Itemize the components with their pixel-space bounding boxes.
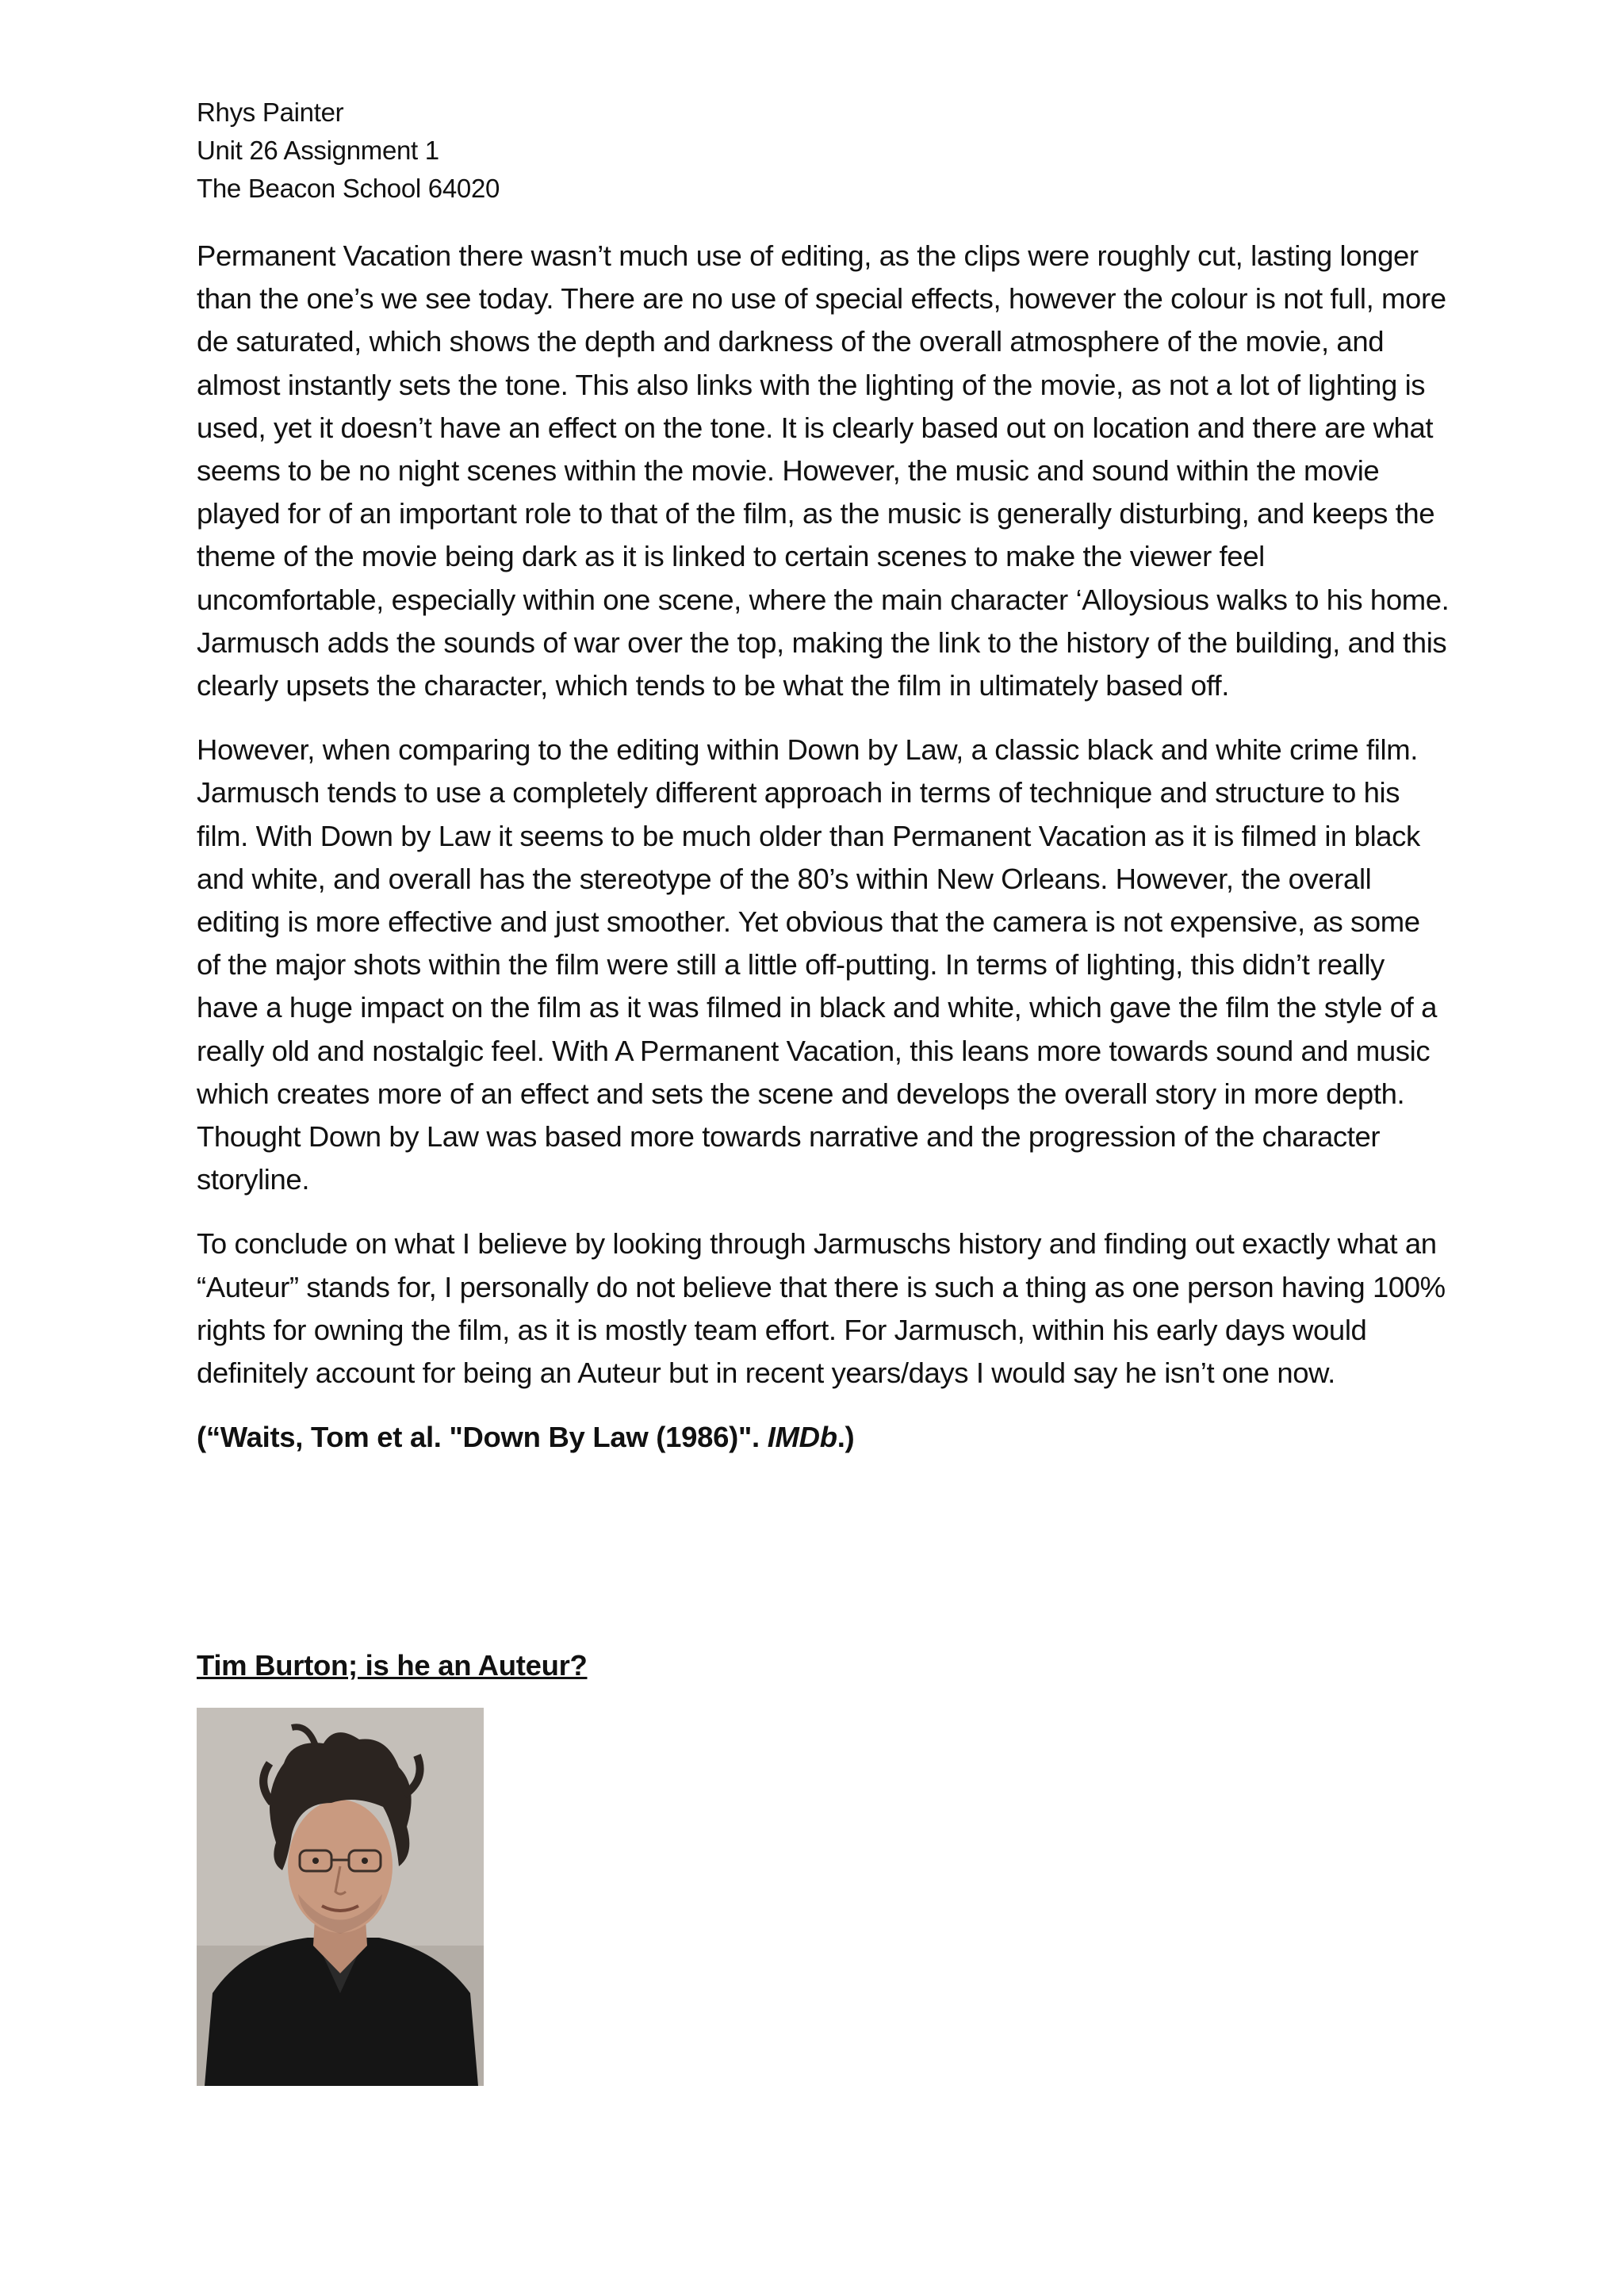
citation-suffix: .): [837, 1421, 855, 1454]
document-body: [197, 94, 1450, 1459]
author-name: Rhys Painter: [197, 98, 344, 127]
document-header: [197, 94, 1450, 208]
paragraph-down-by-law: However, when comparing to the editing within Down by Law, a classic black and white crime film. Jarmusch tends to use a completely different approach in terms of technique and structure to his film. With Down by Law it seems to be much older than Permanent Vacation as it is filmed in black and white, and overall has the stereotype of the 80’s within New Orleans. However, the overall editing is more effective and just smoother. Yet obvious that the camera is not expensive, as some of the major shots within the film were still a little off-putting. In terms of lighting, this didn’t really have a huge impact on the film as it was filmed in black and white, which gave the film the style of a really old and nostalgic feel. With A Permanent Vacation, this leans more towards sound and music which creates more of an effect and sets the scene and develops the overall story in more depth. Thought Down by Law was based more towards narrative and the progression of the character storyline.: [197, 733, 1437, 1196]
section-heading: Tim Burton; is he an Auteur?: [197, 1649, 588, 1682]
unit-title: Unit 26 Assignment 1: [197, 136, 439, 165]
citation-source: IMDb: [767, 1421, 837, 1454]
citation-prefix: (“Waits, Tom et al. "Down By Law (1986)".: [197, 1421, 768, 1454]
paragraph-conclusion: To conclude on what I believe by looking through Jarmuschs history and finding out exactly what an “Auteur” stands for, I personally do not believe that there is such a thing as one person having 100% rights for owning the film, as it is mostly team effort. For Jarmusch, within his early days would definitely account for being an Auteur but in recent years/days I would say he isn’t one now.: [197, 1227, 1446, 1390]
school-name: The Beacon School 64020: [197, 174, 500, 203]
citation: [197, 1416, 1450, 1459]
portrait-photo: [197, 1708, 484, 2086]
paragraph-permanent-vacation: Permanent Vacation there wasn’t much use of editing, as the clips were roughly cut, lasting longer than the one’s we see today. There are no use of special effects, however the colour is not full, more de saturated, which shows the depth and darkness of the overall atmosphere of the movie, and almost instantly sets the tone. This also links with the lighting of the movie, as not a lot of lighting is used, yet it doesn’t have an effect on the tone. It is clearly based out on location and there are what seems to be no night scenes within the movie. However, the music and sound within the movie played for of an important role to that of the film, as the music is generally disturbing, and keeps the theme of the movie being dark as it is linked to certain scenes to make the viewer feel uncomfortable, especially within one scene, where the main character ‘Alloysious walks to his home. Jarmusch adds the sounds of war over the top, making the link to the history of the building, and this clearly upsets the character, which tends to be what the film in ultimately based off.: [197, 239, 1450, 702]
portrait-illustration: [197, 1708, 484, 2086]
